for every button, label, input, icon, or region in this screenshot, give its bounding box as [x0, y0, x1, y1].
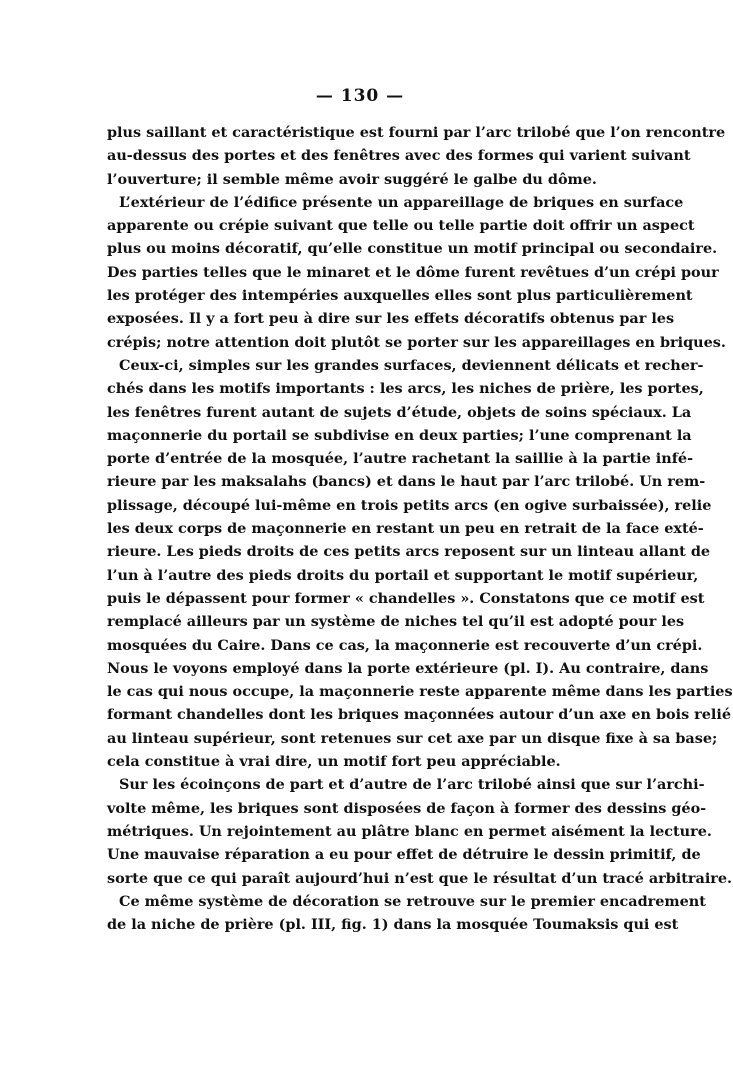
- text-line: de la niche de prière (pl. III, fig. 1) dans la mosquée Toumaksis qui est: [107, 916, 679, 934]
- text-line: cela constitue à vrai dire, un motif fort peu appréciable.: [107, 753, 561, 771]
- text-line: au linteau supérieur, sont retenues sur cet axe par un disque fixe à sa base;: [107, 729, 718, 747]
- text-line: métriques. Un rejointement au plâtre blanc en permet aisément la lecture.: [107, 822, 712, 840]
- text-line: Une mauvaise réparation a eu pour effet de détruire le dessin primitif, de: [107, 846, 701, 864]
- text-line: maçonnerie du portail se subdivise en deux parties; l’une comprenant la: [107, 426, 692, 444]
- text-line: Sur les écoinçons de part et d’autre de l’arc trilobé ainsi que sur l’archi-: [119, 776, 705, 794]
- body-text: [107, 121, 733, 936]
- text-line: au-dessus des portes et des fenêtres avec des formes qui varient suivant: [107, 147, 691, 165]
- text-line: volte même, les briques sont disposées de façon à former des dessins géo-: [107, 799, 707, 817]
- text-line: porte d’entrée de la mosquée, l’autre rachetant la saillie à la partie infé-: [107, 450, 694, 468]
- text-line: plus saillant et caractéristique est fourni par l’arc trilobé que l’on rencontre: [107, 124, 726, 141]
- text-line: Nous le voyons employé dans la porte extérieure (pl. I). Au contraire, dans: [107, 659, 709, 677]
- text-line: L’extérieur de l’édifice présente un appareillage de briques en surface: [119, 193, 684, 211]
- text-line: les deux corps de maçonnerie en restant un peu en retrait de la face exté-: [107, 520, 704, 538]
- page-number: — 130 —: [315, 86, 405, 106]
- text-line: les protéger des intempéries auxquelles elles sont plus particulièrement: [107, 287, 693, 305]
- text-line: Ce même système de décoration se retrouve sur le premier encadrement: [119, 892, 706, 910]
- text-line: rieure par les maksalahs (bancs) et dans le haut par l’arc trilobé. Un rem-: [107, 473, 706, 491]
- text-line: les fenêtres furent autant de sujets d’étude, objets de soins spéciaux. La: [107, 403, 692, 421]
- text-line: Des parties telles que le minaret et le dôme furent revêtues d’un crépi pour: [107, 263, 719, 281]
- text-line: rieure. Les pieds droits de ces petits arcs reposent sur un linteau allant de: [107, 543, 711, 561]
- text-line: l’ouverture; il semble même avoir suggéré le galbe du dôme.: [107, 170, 597, 188]
- text-line: le cas qui nous occupe, la maçonnerie reste apparente même dans les parties: [107, 683, 733, 701]
- text-line: exposées. Il y a fort peu à dire sur les effets décoratifs obtenus par les: [107, 310, 675, 328]
- text-line: plus ou moins décoratif, qu’elle constitue un motif principal ou secondaire.: [107, 240, 718, 258]
- text-line: sorte que ce qui paraît aujourd’hui n’est que le résultat d’un tracé arbitraire.: [107, 869, 733, 887]
- text-line: crépis; notre attention doit plutôt se porter sur les appareillages en briques.: [107, 333, 726, 351]
- text-line: formant chandelles dont les briques maçonnées autour d’un axe en bois relié: [107, 706, 732, 724]
- text-line: apparente ou crépie suivant que telle ou telle partie doit offrir un aspect: [107, 217, 695, 235]
- text-line: chés dans les motifs importants : les arcs, les niches de prière, les portes,: [107, 380, 704, 398]
- text-line: plissage, découpé lui-même en trois petits arcs (en ogive surbaissée), relie: [107, 496, 712, 514]
- text-line: mosquées du Caire. Dans ce cas, la maçonnerie est recouverte d’un crépi.: [107, 636, 703, 654]
- text-line: puis le dépassent pour former « chandelles ». Constatons que ce motif est: [107, 589, 705, 607]
- text-line: l’un à l’autre des pieds droits du portail et supportant le motif supérieur,: [107, 566, 699, 584]
- text-line: Ceux-ci, simples sur les grandes surfaces, deviennent délicats et recher-: [119, 356, 704, 374]
- text-line: remplacé ailleurs par un système de niches tel qu’il est adopté pour les: [107, 613, 685, 631]
